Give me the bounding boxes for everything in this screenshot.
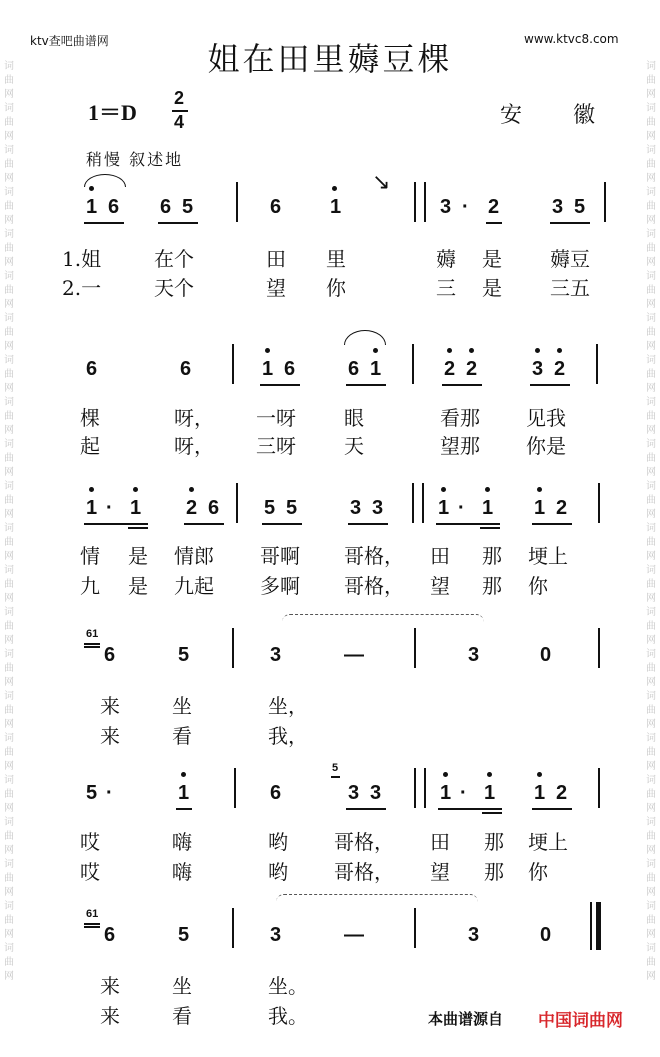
beam	[442, 384, 482, 386]
high-octave-dot	[469, 348, 474, 353]
beam	[331, 776, 340, 778]
lyric: 来	[100, 1004, 120, 1028]
high-octave-dot	[447, 348, 452, 353]
time-sig-bottom: 4	[174, 112, 185, 132]
lyric: 在个	[154, 247, 194, 271]
lyric: 那	[482, 574, 502, 598]
note: 2	[556, 497, 568, 519]
note: 1	[440, 782, 452, 804]
final-barline-thin	[590, 902, 592, 950]
lyric: 三五	[550, 276, 590, 300]
tempo-marking: 稍慢 叙述地	[86, 150, 184, 169]
key-signature: 1＝D	[88, 100, 137, 125]
lyric: 哥格，	[334, 830, 394, 854]
beam	[84, 646, 100, 648]
beam	[436, 523, 500, 525]
barline	[414, 908, 416, 948]
side-watermark-left: 词 曲 网 词 曲 网 词 曲 网 词 曲 网 词 曲 网 词 曲 网 词 曲 网 词 曲 网 词 曲 网 词 曲 网 词 曲 网 词 曲 网 词 曲 网 词 曲 网 词 曲 网 词 曲 网 词 曲 网 词 曲 网 词 曲 网 词 曲 网 词 曲 网 词 曲 网	[4, 61, 14, 982]
note: 3	[440, 196, 452, 218]
note: 3	[468, 924, 480, 946]
note: 6	[180, 358, 192, 380]
lyric: 来	[100, 694, 120, 718]
high-octave-dot	[181, 772, 186, 777]
beam	[84, 222, 124, 224]
lyric: 哥格，	[334, 860, 394, 884]
lyric: 看	[172, 1004, 192, 1028]
barline	[234, 768, 236, 808]
high-octave-dot	[537, 487, 542, 492]
lyric: 是	[128, 574, 148, 598]
beam	[176, 808, 192, 810]
dot-extension: ·	[460, 782, 467, 804]
time-sig-top: 2	[174, 88, 185, 108]
high-octave-dot	[557, 348, 562, 353]
note: 6	[348, 358, 360, 380]
lyric: 薅	[436, 247, 456, 271]
lyric: 你	[326, 276, 346, 300]
high-octave-dot	[133, 487, 138, 492]
lyric: 看	[172, 724, 192, 748]
dot-extension: ·	[106, 497, 113, 519]
lyric: 1.姐	[62, 247, 102, 271]
high-octave-dot	[189, 487, 194, 492]
lyric: 九	[80, 574, 100, 598]
lyric: 见我	[526, 406, 566, 430]
lyric: 天	[344, 434, 364, 458]
grace-notes: 61	[86, 628, 99, 640]
note: 3	[552, 196, 564, 218]
dot-extension: ·	[458, 497, 465, 519]
barline	[412, 344, 414, 384]
arrow-icon: ↘	[372, 170, 391, 195]
high-octave-dot	[485, 487, 490, 492]
barline	[236, 483, 238, 523]
lyric: 哟	[268, 830, 288, 854]
lyric: 你	[528, 860, 548, 884]
note: 1	[130, 497, 142, 519]
dot-extension: ·	[462, 196, 469, 218]
note: 3	[350, 497, 362, 519]
beam	[346, 384, 386, 386]
lyric: 哟	[268, 860, 288, 884]
note: 1	[438, 497, 450, 519]
lyric: 呀，	[174, 434, 214, 458]
note: 3	[468, 644, 480, 666]
barline	[414, 628, 416, 668]
site-name-left: ktv查吧曲谱网	[30, 34, 109, 48]
note: 5	[178, 924, 190, 946]
note: 5	[286, 497, 298, 519]
high-octave-dot	[441, 487, 446, 492]
note: 6	[284, 358, 296, 380]
note: 1	[262, 358, 274, 380]
source-label: 本曲谱源自	[428, 1010, 504, 1028]
note: 5	[178, 644, 190, 666]
note: 1	[484, 782, 496, 804]
note: 3	[348, 782, 360, 804]
barline	[414, 182, 416, 222]
lyric: 情	[80, 544, 100, 568]
note: 5	[182, 196, 194, 218]
lyric: 田	[430, 830, 450, 854]
note: 0	[540, 924, 552, 946]
beam	[184, 523, 224, 525]
lyric: 望	[266, 276, 286, 300]
lyric: 望	[430, 860, 450, 884]
beam	[482, 812, 502, 814]
note: 1	[482, 497, 494, 519]
note: 6	[270, 782, 282, 804]
site-url-right: www.ktvc8.com	[524, 32, 619, 46]
note: 5	[86, 782, 98, 804]
barline	[414, 768, 416, 808]
note: 1	[86, 196, 98, 218]
lyric: 是	[128, 544, 148, 568]
barline	[236, 182, 238, 222]
high-octave-dot	[537, 772, 542, 777]
note: 6	[270, 196, 282, 218]
note: 2	[186, 497, 198, 519]
lyric: 来	[100, 974, 120, 998]
beam	[480, 527, 500, 529]
lyric: 那	[482, 544, 502, 568]
lyric: 坐，	[268, 694, 308, 718]
note: 2	[556, 782, 568, 804]
note: 3	[532, 358, 544, 380]
lyric: 棵	[80, 406, 100, 430]
lyric: 望	[430, 574, 450, 598]
lyric: 是	[482, 247, 502, 271]
note: 1	[330, 196, 342, 218]
beam	[84, 523, 148, 525]
high-octave-dot	[535, 348, 540, 353]
beam	[532, 808, 572, 810]
side-watermark-right: 词 曲 网 词 曲 网 词 曲 网 词 曲 网 词 曲 网 词 曲 网 词 曲 网 词 曲 网 词 曲 网 词 曲 网 词 曲 网 词 曲 网 词 曲 网 词 曲 网 词 曲 网 词 曲 网 词 曲 网 词 曲 网 词 曲 网 词 曲 网 词 曲 网 词 曲 网	[646, 61, 656, 982]
note: 3	[270, 644, 282, 666]
grace-notes: 61	[86, 908, 99, 920]
origin-label: 安 徽	[500, 103, 617, 128]
lyric: 薅豆	[550, 247, 590, 271]
note: 5	[264, 497, 276, 519]
barline	[598, 483, 600, 523]
lyric: 三	[436, 276, 456, 300]
barline	[232, 908, 234, 948]
beam	[262, 523, 302, 525]
barline	[598, 768, 600, 808]
note: 2	[466, 358, 478, 380]
note: 5	[574, 196, 586, 218]
lyric: 里	[326, 247, 346, 271]
lyric: 眼	[344, 406, 364, 430]
grace-note: 5	[332, 762, 339, 774]
beam	[128, 527, 148, 529]
tie	[282, 614, 484, 627]
note: 2	[488, 196, 500, 218]
barline	[232, 628, 234, 668]
lyric: 埂上	[528, 830, 568, 854]
lyric: 坐	[172, 974, 192, 998]
barline	[598, 628, 600, 668]
note: 6	[208, 497, 220, 519]
lyric: 三呀	[256, 434, 296, 458]
lyric: 九起	[174, 574, 214, 598]
lyric: 多啊	[260, 574, 300, 598]
note: 0	[540, 644, 552, 666]
lyric: 情郎	[174, 544, 214, 568]
lyric: 是	[482, 276, 502, 300]
beam	[348, 523, 388, 525]
high-octave-dot	[265, 348, 270, 353]
beam	[486, 222, 502, 224]
note: 1	[86, 497, 98, 519]
beam	[84, 926, 100, 928]
lyric: 哎	[80, 830, 100, 854]
beam	[346, 808, 386, 810]
note: 3	[372, 497, 384, 519]
high-octave-dot	[89, 487, 94, 492]
note: 6	[86, 358, 98, 380]
barline	[422, 483, 424, 523]
lyric: 哥格，	[344, 544, 404, 568]
high-octave-dot	[89, 186, 94, 191]
beam	[84, 923, 100, 925]
high-octave-dot	[443, 772, 448, 777]
lyric: 嗨	[172, 860, 192, 884]
final-barline-thick	[596, 902, 601, 950]
note: 3	[270, 924, 282, 946]
beam	[530, 384, 570, 386]
lyric: 一呀	[256, 406, 296, 430]
lyric: 天个	[154, 276, 194, 300]
tie	[276, 894, 478, 907]
barline	[232, 344, 234, 384]
note: 6	[160, 196, 172, 218]
high-octave-dot	[332, 186, 337, 191]
beam	[550, 222, 590, 224]
beam	[84, 643, 100, 645]
note: 6	[108, 196, 120, 218]
dash: —	[344, 924, 364, 946]
lyric: 哥啊	[260, 544, 300, 568]
lyric: 呀，	[174, 406, 214, 430]
slur	[344, 330, 386, 345]
lyric: 田	[430, 544, 450, 568]
note: 1	[534, 782, 546, 804]
lyric: 你是	[526, 434, 566, 458]
barline	[424, 768, 426, 808]
lyric: 看那	[440, 406, 480, 430]
source-site-link[interactable]: 中国词曲网	[538, 1011, 623, 1031]
high-octave-dot	[373, 348, 378, 353]
lyric: 我。	[268, 1004, 308, 1028]
dash: —	[344, 644, 364, 666]
lyric: 埂上	[528, 544, 568, 568]
lyric: 嗨	[172, 830, 192, 854]
lyric: 望那	[440, 434, 480, 458]
note: 2	[554, 358, 566, 380]
lyric: 坐。	[268, 974, 308, 998]
lyric: 你	[528, 574, 548, 598]
lyric: 那	[484, 830, 504, 854]
barline	[604, 182, 606, 222]
song-title: 姐在田里薅豆棵	[207, 40, 453, 78]
lyric: 来	[100, 724, 120, 748]
lyric: 2.一	[62, 276, 102, 300]
dot-extension: ·	[106, 782, 113, 804]
lyric: 起	[80, 434, 100, 458]
note: 2	[444, 358, 456, 380]
barline	[412, 483, 414, 523]
note: 1	[370, 358, 382, 380]
beam	[532, 523, 572, 525]
note: 6	[104, 644, 116, 666]
lyric: 坐	[172, 694, 192, 718]
beam	[260, 384, 300, 386]
barline	[596, 344, 598, 384]
high-octave-dot	[487, 772, 492, 777]
barline	[424, 182, 426, 222]
note: 1	[534, 497, 546, 519]
beam	[438, 808, 502, 810]
lyric: 田	[266, 247, 286, 271]
note: 1	[178, 782, 190, 804]
lyric: 哥格，	[344, 574, 404, 598]
lyric: 我，	[268, 724, 308, 748]
beam	[158, 222, 198, 224]
lyric: 那	[484, 860, 504, 884]
note: 6	[104, 924, 116, 946]
lyric: 哎	[80, 860, 100, 884]
note: 3	[370, 782, 382, 804]
